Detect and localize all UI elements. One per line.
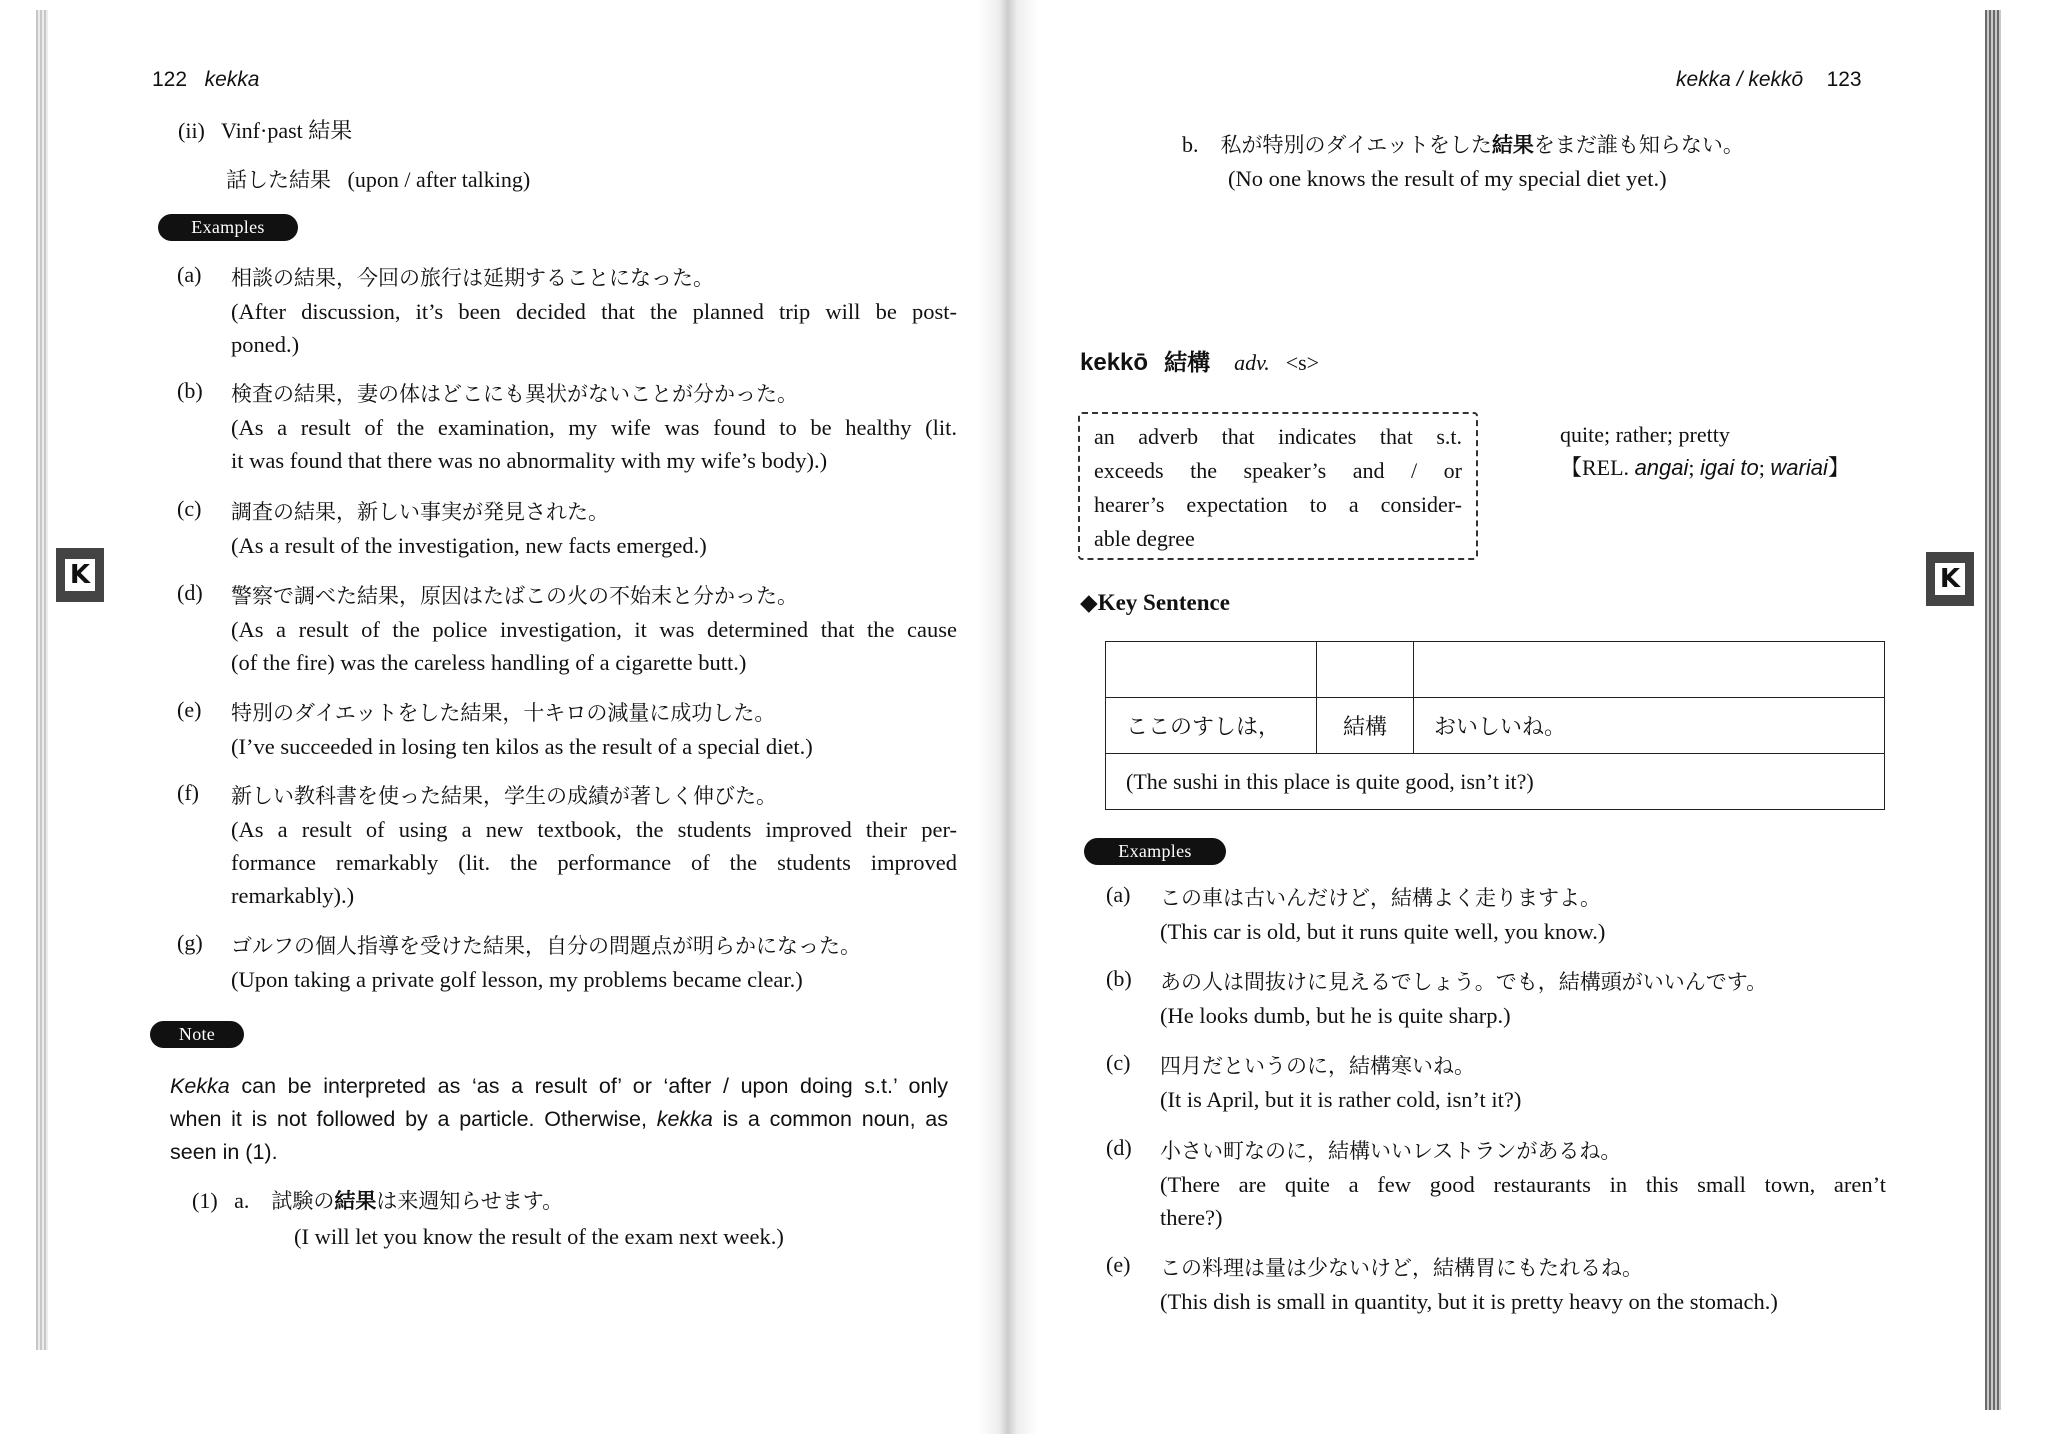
entry-register: <s> [1285, 350, 1320, 375]
example-en: it was found that there was no abnormality with my wife’s body).) [231, 448, 828, 473]
sentence-1-en: (I will let you know the result of the exam next week.) [294, 1224, 784, 1249]
example-jp: ゴルフの個人指導を受けた結果，自分の問題点が明らかになった。 [231, 934, 861, 958]
definition-line: an adverb that indicates that s.t. [1094, 424, 1462, 449]
left-running-head-title: kekka [204, 68, 260, 91]
example-en: there?) [1160, 1205, 1223, 1230]
right-running-head [1676, 68, 1862, 92]
example-label: (b) [177, 378, 203, 403]
pattern-example-gloss: (upon / after talking) [347, 167, 531, 192]
example-en: (He looks dumb, but he is quite sharp.) [1160, 1003, 1511, 1028]
example-label: (e) [1106, 1252, 1131, 1277]
example-label: (d) [177, 580, 203, 605]
sentence-number: (1) [192, 1188, 218, 1213]
entry-kanji: 結構 [1164, 350, 1211, 376]
example-label: (b) [1106, 966, 1132, 991]
example-en: formance remarkably (lit. the performance of the students improved [231, 850, 957, 875]
note-line: seen in (1). [170, 1140, 278, 1164]
pattern-formula: Vinf·past 結果 [221, 118, 353, 143]
pattern-line [178, 114, 352, 147]
left-page-number: 122 [152, 68, 188, 91]
sentence-jp: 試験の結果は来週知らせます。 [271, 1189, 564, 1213]
definition-line: hearer’s expectation to a consider- [1094, 492, 1462, 517]
examples-pill: Examples [1084, 838, 1226, 865]
book-gutter [978, 0, 1038, 1434]
note-line: Kekka can be interpreted as ‘as a result of’ or ‘after / upon doing s.t.’ only [170, 1074, 948, 1098]
thumb-letter: K [65, 559, 95, 591]
entry-related: 【REL. angai; igai to; wariai】 [1560, 455, 1850, 480]
key-sentence-heading: ◆Key Sentence [1080, 590, 1230, 615]
key-sentence-part1: ここのすしは， [1106, 698, 1317, 754]
definition-line: able degree [1094, 526, 1195, 551]
thumb-letter: K [1935, 563, 1965, 595]
example-jp: 警察で調べた結果，原因はたばこの火の不始末と分かった。 [231, 584, 798, 608]
note-line: when it is not followed by a particle. Otherwise, kekka is a common noun, as [170, 1107, 948, 1131]
sentence-jp: 私が特別のダイエットをした結果をまだ誰も知らない。 [1220, 133, 1744, 157]
pattern-label: (ii) [178, 118, 205, 143]
pattern-example-line [226, 163, 530, 197]
right-page-number: 123 [1826, 68, 1862, 91]
entry-heading [1080, 344, 1319, 377]
example-en: remarkably).) [231, 883, 355, 908]
definition-line: exceeds the speaker’s and / or [1094, 458, 1462, 483]
example-label: (c) [177, 496, 202, 521]
entry-pos: adv. [1234, 350, 1270, 375]
sentence-1 [192, 1184, 563, 1218]
entry-romaji: kekkō [1080, 349, 1149, 376]
example-label: (a) [177, 262, 202, 287]
sentence-b-en: (No one knows the result of my special diet yet.) [1228, 166, 1667, 191]
sentence-sub: a. [234, 1188, 250, 1213]
left-page-edge [36, 10, 48, 1350]
example-en: (of the fire) was the careless handling of a cigarette butt.) [231, 650, 747, 675]
example-label: (c) [1106, 1050, 1131, 1075]
example-jp: 特別のダイエットをした結果，十キロの減量に成功した。 [231, 701, 776, 725]
key-sentence-part3: おいしいね。 [1414, 698, 1885, 754]
example-jp: 新しい教科書を使った結果，学生の成績が著しく伸びた。 [231, 784, 777, 808]
example-jp: 検査の結果，妻の体はどこにも異状がないことが分かった。 [231, 382, 798, 406]
example-en: (As a result of the examination, my wife was found to be healthy (lit. [231, 415, 957, 440]
note-pill: Note [150, 1021, 244, 1048]
examples-pill: Examples [158, 214, 298, 241]
example-jp: 相談の結果，今回の旅行は延期することになった。 [231, 266, 714, 290]
example-en: poned.) [231, 332, 300, 357]
key-sentence-translation: (The sushi in this place is quite good, isn’t it?) [1106, 754, 1885, 810]
example-en: (There are quite a few good restaurants in this small town, aren’t [1160, 1172, 1886, 1197]
example-jp: この車は古いんだけど，結構よく走りますよ。 [1160, 886, 1601, 910]
example-label: (e) [177, 697, 202, 722]
example-en: (As a result of the investigation, new facts emerged.) [231, 533, 707, 558]
left-thumb-index [56, 548, 104, 602]
right-page-edge [1985, 10, 2001, 1410]
example-label: (a) [1106, 882, 1131, 907]
example-en: (I’ve succeeded in losing ten kilos as the result of a special diet.) [231, 734, 813, 759]
sentence-b [1182, 128, 1744, 162]
example-en: (Upon taking a private golf lesson, my problems became clear.) [231, 967, 803, 992]
example-jp: 小さい町なのに，結構いいレストランがあるね。 [1160, 1139, 1622, 1163]
pattern-example: 話した結果 [226, 168, 331, 192]
example-label: (f) [177, 780, 199, 805]
example-jp: 四月だというのに，結構寒いね。 [1160, 1054, 1475, 1078]
example-en: (As a result of using a new textbook, the students improved their per- [231, 817, 957, 842]
note-body [170, 1070, 948, 1169]
definition-box [1078, 412, 1478, 560]
example-jp: あの人は間抜けに見えるでしょう。でも，結構頭がいいんです。 [1160, 970, 1768, 994]
right-thumb-index [1926, 552, 1974, 606]
example-en: (This car is old, but it runs quite well, you know.) [1160, 919, 1606, 944]
example-en: (As a result of the police investigation, it was determined that the cause [231, 617, 957, 642]
example-jp: この料理は量は少ないけど，結構胃にもたれるね。 [1160, 1256, 1643, 1280]
key-sentence-part2: 結構 [1317, 698, 1414, 754]
example-en: (This dish is small in quantity, but it is pretty heavy on the stomach.) [1160, 1289, 1778, 1314]
right-running-head-title: kekka / kekkō [1676, 68, 1804, 91]
left-running-head [152, 68, 259, 92]
example-label: (g) [177, 930, 203, 955]
example-label: (d) [1106, 1135, 1132, 1160]
example-en: (After discussion, it’s been decided that the planned trip will be post- [231, 299, 957, 324]
example-jp: 調査の結果，新しい事実が発見された。 [231, 500, 609, 524]
entry-gloss: quite; rather; pretty [1560, 422, 1730, 447]
key-sentence-table [1105, 641, 1885, 810]
example-en: (It is April, but it is rather cold, isn’t it?) [1160, 1087, 1522, 1112]
sentence-sub: b. [1182, 132, 1199, 157]
